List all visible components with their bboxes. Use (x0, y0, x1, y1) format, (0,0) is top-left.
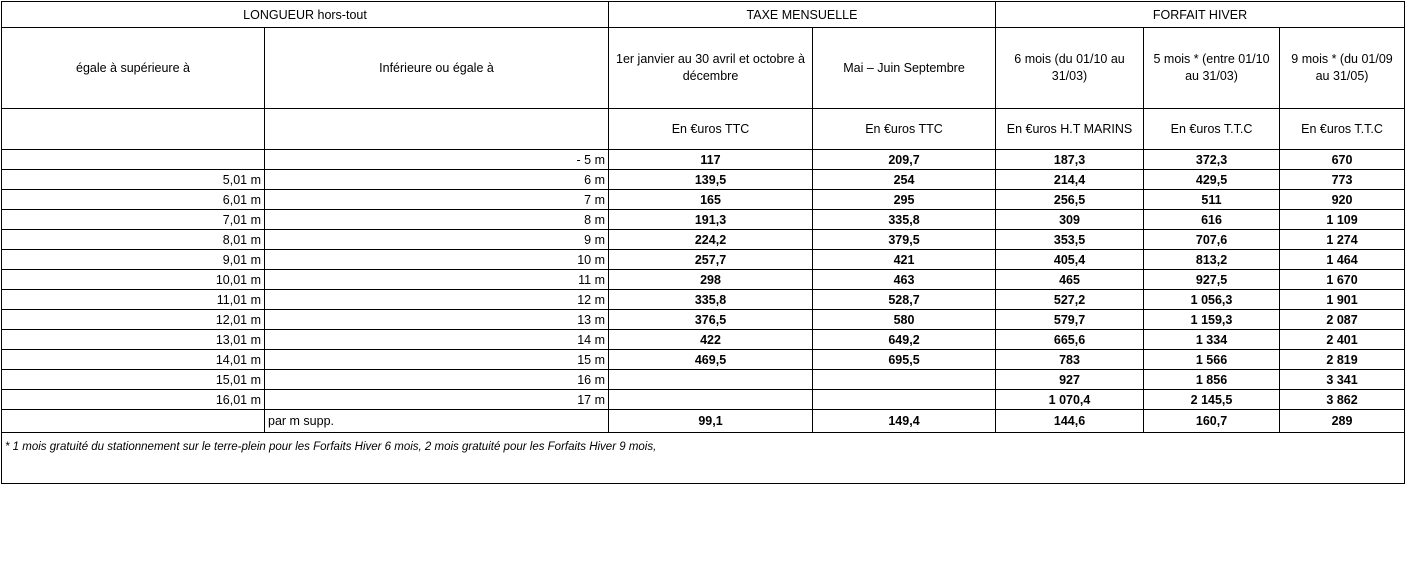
header-period-winter: 1er janvier au 30 avril et octobre à décembre (609, 28, 813, 109)
summer-rate-cell: 335,8 (813, 210, 996, 230)
forfait-5-mois-cell: 1 056,3 (1144, 290, 1280, 310)
supp-9-mois-value: 289 (1280, 410, 1405, 433)
unit-ttc-5-mois: En €uros T.T.C (1144, 109, 1280, 150)
forfait-9-mois-cell: 670 (1280, 150, 1405, 170)
table-row (2, 190, 1405, 210)
forfait-6-mois-cell: 527,2 (996, 290, 1144, 310)
forfait-9-mois-cell: 773 (1280, 170, 1405, 190)
forfait-6-mois-cell: 405,4 (996, 250, 1144, 270)
forfait-9-mois-cell: 3 862 (1280, 390, 1405, 410)
supp-6-mois-value: 144,6 (996, 410, 1144, 433)
forfait-5-mois-cell: 1 566 (1144, 350, 1280, 370)
forfait-9-mois-cell: 1 464 (1280, 250, 1405, 270)
table-row (2, 170, 1405, 190)
forfait-9-mois-cell: 1 109 (1280, 210, 1405, 230)
header-min-length: égale à supérieure à (2, 28, 265, 109)
supp-5-mois-value: 160,7 (1144, 410, 1280, 433)
forfait-6-mois-cell: 783 (996, 350, 1144, 370)
table-row (2, 370, 1405, 390)
forfait-6-mois-cell: 1 070,4 (996, 390, 1144, 410)
supp-empty (2, 410, 265, 433)
winter-rate-cell: 257,7 (609, 250, 813, 270)
summer-rate-cell (813, 390, 996, 410)
supp-winter-value: 99,1 (609, 410, 813, 433)
summer-rate-cell: 254 (813, 170, 996, 190)
forfait-5-mois-cell: 1 856 (1144, 370, 1280, 390)
max-length-cell: 9 m (265, 230, 609, 250)
winter-rate-cell: 117 (609, 150, 813, 170)
winter-rate-cell: 191,3 (609, 210, 813, 230)
max-length-cell: 7 m (265, 190, 609, 210)
max-length-cell: 6 m (265, 170, 609, 190)
winter-rate-cell (609, 370, 813, 390)
header-5-mois: 5 mois * (entre 01/10 au 31/03) (1144, 28, 1280, 109)
summer-rate-cell: 695,5 (813, 350, 996, 370)
forfait-5-mois-cell: 2 145,5 (1144, 390, 1280, 410)
footnote: * 1 mois gratuité du stationnement sur le terre-plein pour les Forfaits Hiver 6 mois, 2 mois gratuité pour les Forfaits Hiver 9 mois, (2, 433, 1405, 484)
min-length-cell: 12,01 m (2, 310, 265, 330)
forfait-9-mois-cell: 1 274 (1280, 230, 1405, 250)
max-length-cell: 16 m (265, 370, 609, 390)
summer-rate-cell: 209,7 (813, 150, 996, 170)
summer-rate-cell: 295 (813, 190, 996, 210)
header-taxe-mensuelle: TAXE MENSUELLE (609, 2, 996, 28)
forfait-9-mois-cell: 920 (1280, 190, 1405, 210)
winter-rate-cell: 298 (609, 270, 813, 290)
max-length-cell: 11 m (265, 270, 609, 290)
min-length-cell: 6,01 m (2, 190, 265, 210)
max-length-cell: - 5 m (265, 150, 609, 170)
forfait-5-mois-cell: 616 (1144, 210, 1280, 230)
forfait-6-mois-cell: 256,5 (996, 190, 1144, 210)
min-length-cell: 7,01 m (2, 210, 265, 230)
winter-rate-cell: 422 (609, 330, 813, 350)
tariff-sheet (1, 1, 1405, 484)
min-length-cell: 5,01 m (2, 170, 265, 190)
table-row (2, 350, 1405, 370)
forfait-5-mois-cell: 1 159,3 (1144, 310, 1280, 330)
table-row (2, 250, 1405, 270)
min-length-cell: 13,01 m (2, 330, 265, 350)
min-length-cell: 11,01 m (2, 290, 265, 310)
forfait-6-mois-cell: 187,3 (996, 150, 1144, 170)
forfait-9-mois-cell: 1 670 (1280, 270, 1405, 290)
winter-rate-cell: 469,5 (609, 350, 813, 370)
table-row (2, 290, 1405, 310)
header-period-summer: Mai – Juin Septembre (813, 28, 996, 109)
unit-empty-1 (2, 109, 265, 150)
unit-ttc-9-mois: En €uros T.T.C (1280, 109, 1405, 150)
summer-rate-cell: 421 (813, 250, 996, 270)
forfait-6-mois-cell: 353,5 (996, 230, 1144, 250)
summer-rate-cell: 528,7 (813, 290, 996, 310)
min-length-cell: 16,01 m (2, 390, 265, 410)
forfait-5-mois-cell: 372,3 (1144, 150, 1280, 170)
table-row (2, 210, 1405, 230)
winter-rate-cell: 335,8 (609, 290, 813, 310)
unit-ht-marins: En €uros H.T MARINS (996, 109, 1144, 150)
forfait-6-mois-cell: 927 (996, 370, 1144, 390)
table-row (2, 310, 1405, 330)
forfait-9-mois-cell: 1 901 (1280, 290, 1405, 310)
forfait-9-mois-cell: 2 819 (1280, 350, 1405, 370)
forfait-9-mois-cell: 3 341 (1280, 370, 1405, 390)
forfait-5-mois-cell: 511 (1144, 190, 1280, 210)
max-length-cell: 15 m (265, 350, 609, 370)
header-max-length: Inférieure ou égale à (265, 28, 609, 109)
min-length-cell: 15,01 m (2, 370, 265, 390)
forfait-6-mois-cell: 214,4 (996, 170, 1144, 190)
header-longueur: LONGUEUR hors-tout (2, 2, 609, 28)
supp-summer-value: 149,4 (813, 410, 996, 433)
max-length-cell: 17 m (265, 390, 609, 410)
winter-rate-cell (609, 390, 813, 410)
forfait-5-mois-cell: 927,5 (1144, 270, 1280, 290)
min-length-cell: 8,01 m (2, 230, 265, 250)
table-row (2, 230, 1405, 250)
forfait-6-mois-cell: 309 (996, 210, 1144, 230)
max-length-cell: 12 m (265, 290, 609, 310)
min-length-cell (2, 150, 265, 170)
unit-ttc-winter: En €uros TTC (609, 109, 813, 150)
header-9-mois: 9 mois * (du 01/09 au 31/05) (1280, 28, 1405, 109)
header-forfait-hiver: FORFAIT HIVER (996, 2, 1405, 28)
table-row (2, 150, 1405, 170)
winter-rate-cell: 224,2 (609, 230, 813, 250)
forfait-5-mois-cell: 1 334 (1144, 330, 1280, 350)
header-6-mois: 6 mois (du 01/10 au 31/03) (996, 28, 1144, 109)
unit-ttc-summer: En €uros TTC (813, 109, 996, 150)
summer-rate-cell: 649,2 (813, 330, 996, 350)
max-length-cell: 10 m (265, 250, 609, 270)
winter-rate-cell: 139,5 (609, 170, 813, 190)
winter-rate-cell: 376,5 (609, 310, 813, 330)
summer-rate-cell: 463 (813, 270, 996, 290)
forfait-6-mois-cell: 465 (996, 270, 1144, 290)
forfait-6-mois-cell: 579,7 (996, 310, 1144, 330)
forfait-6-mois-cell: 665,6 (996, 330, 1144, 350)
max-length-cell: 8 m (265, 210, 609, 230)
summer-rate-cell: 580 (813, 310, 996, 330)
table-row (2, 330, 1405, 350)
max-length-cell: 14 m (265, 330, 609, 350)
unit-empty-2 (265, 109, 609, 150)
forfait-5-mois-cell: 813,2 (1144, 250, 1280, 270)
table-row (2, 390, 1405, 410)
table-row (2, 270, 1405, 290)
winter-rate-cell: 165 (609, 190, 813, 210)
forfait-9-mois-cell: 2 401 (1280, 330, 1405, 350)
forfait-5-mois-cell: 707,6 (1144, 230, 1280, 250)
supp-label: par m supp. (265, 410, 609, 433)
forfait-9-mois-cell: 2 087 (1280, 310, 1405, 330)
min-length-cell: 9,01 m (2, 250, 265, 270)
max-length-cell: 13 m (265, 310, 609, 330)
tariff-table (1, 1, 1405, 484)
forfait-5-mois-cell: 429,5 (1144, 170, 1280, 190)
min-length-cell: 14,01 m (2, 350, 265, 370)
min-length-cell: 10,01 m (2, 270, 265, 290)
summer-rate-cell (813, 370, 996, 390)
summer-rate-cell: 379,5 (813, 230, 996, 250)
